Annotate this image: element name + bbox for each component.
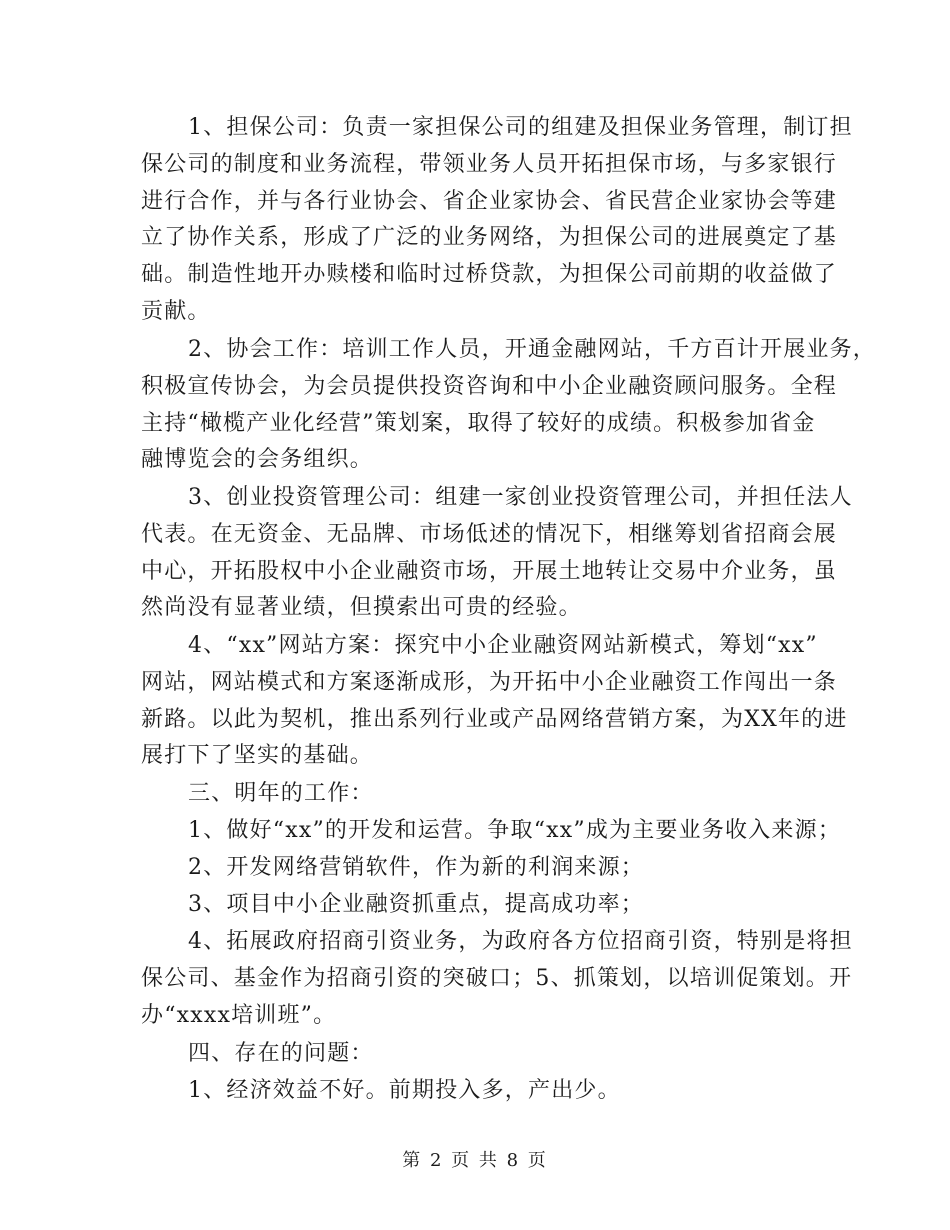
text-line: 展打下了坚实的基础。 [141,743,374,768]
text-line: 4、“xx”网站方案：探究中小企业融资网站新模式，筹划“xx” [188,633,818,658]
text-line: 础。制造性地开办赎楼和临时过桥贷款，为担保公司前期的收益做了 [141,262,838,287]
text-line: 中心，开拓股权中小企业融资市场，开展土地转让交易中介业务，虽 [141,559,838,584]
text-line: 2、协会工作：培训工作人员，开通金融网站，千方百计开展业务， [188,337,876,362]
text-line: 融博览会的会务组织。 [141,447,374,472]
text-line: 立了协作关系，形成了广泛的业务网络，为担保公司的进展奠定了基 [141,225,838,250]
text-line: 代表。在无资金、无品牌、市场低述的情况下，相继筹划省招商会展 [141,522,838,547]
text-line: 进行合作，并与各行业协会、省企业家协会、省民营企业家协会等建 [141,189,838,214]
text-line: 积极宣传协会，为会员提供投资咨询和中小企业融资顾问服务。全程 [141,374,838,399]
text-line: 保公司、基金作为招商引资的突破口；5、抓策划，以培训促策划。开 [141,966,853,991]
text-line: 1、担保公司：负责一家担保公司的组建及担保业务管理，制订担 [188,115,853,140]
text-line: 新路。以此为契机，推出系列行业或产品网络营销方案，为XX年的进 [141,707,848,732]
section-heading: 三、明年的工作： [188,781,374,806]
text-line: 主持“橄榄产业化经营”策划案，取得了较好的成绩。积极参加省金 [141,411,816,436]
text-line: 3、项目中小企业融资抓重点，提高成功率； [188,892,644,917]
text-line: 网站，网站模式和方案逐渐成形，为开拓中小企业融资工作闯出一条 [141,670,838,695]
text-line: 1、经济效益不好。前期投入多，产出少。 [188,1078,621,1103]
text-line: 3、创业投资管理公司：组建一家创业投资管理公司，并担任法人 [188,485,853,510]
text-line: 保公司的制度和业务流程，带领业务人员开拓担保市场，与多家银行 [141,152,838,177]
text-line: 1、做好“xx”的开发和运营。争取“xx”成为主要业务收入来源； [188,818,842,843]
page-number: 第 2 页 共 8 页 [402,1150,548,1171]
text-line: 贡献。 [141,299,211,324]
section-heading: 四、存在的问题： [188,1041,374,1066]
text-line: 然尚没有显著业绩，但摸索出可贵的经验。 [141,595,582,620]
text-line: 2、开发网络营销软件，作为新的利润来源； [188,855,644,880]
text-line: 办“xxxx培训班”。 [141,1003,337,1028]
text-line: 4、拓展政府招商引资业务，为政府各方位招商引资，特别是将担 [188,929,853,954]
